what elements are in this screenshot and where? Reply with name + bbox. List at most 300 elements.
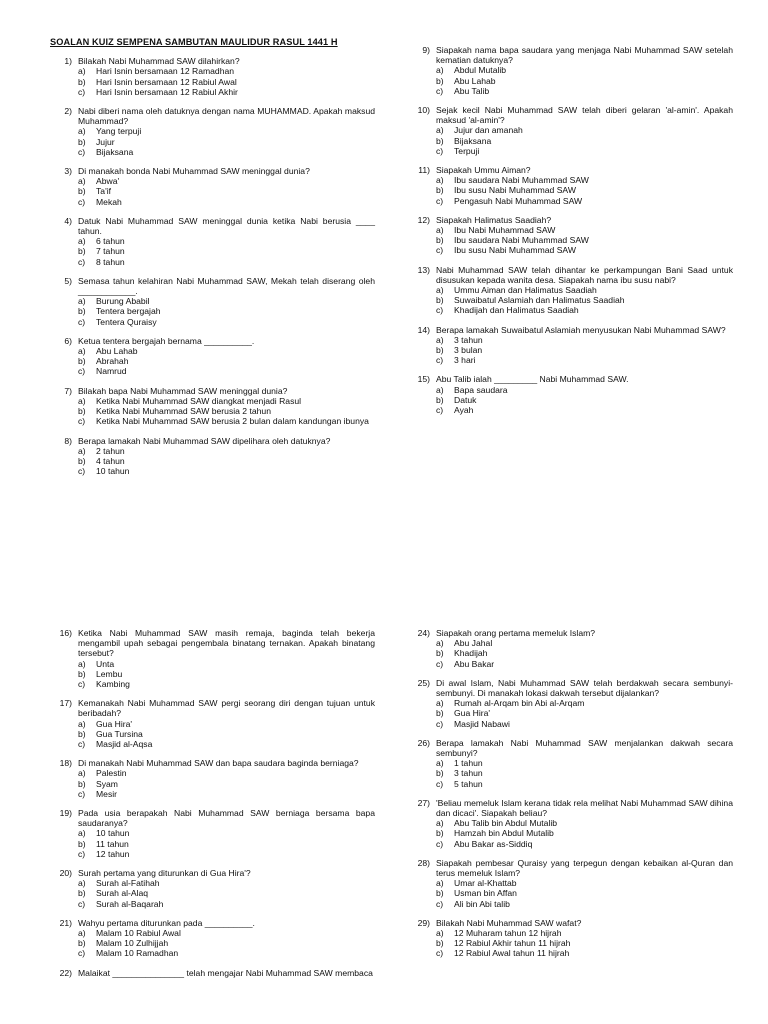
answer-options (408, 285, 733, 316)
question-text: Kemanakah Nabi Muhammad SAW pergi seorang diri dengan tujuan untuk beribadah? (78, 698, 375, 719)
column-right-bottom (408, 628, 733, 968)
question-row (50, 276, 375, 296)
option-key: b) (78, 668, 86, 679)
option-key: a) (78, 928, 86, 939)
question-text: Siapakah orang pertama memeluk Islam? (436, 628, 596, 638)
answer-options (50, 176, 375, 207)
answer-option (78, 789, 375, 799)
question-item (50, 808, 375, 859)
option-text: Abrahah (96, 356, 129, 367)
answer-option (78, 77, 375, 87)
answer-option (78, 396, 375, 406)
question-row (50, 216, 375, 236)
answer-option (78, 137, 375, 147)
option-text: Ketika Nabi Muhammad SAW diangkat menjadi Rasul (96, 395, 302, 406)
answer-option (436, 86, 733, 96)
answer-option (436, 395, 733, 405)
question-number: 13) (417, 264, 430, 275)
option-text: 12 Muharam tahun 12 hijrah (454, 928, 562, 939)
option-text: Ali bin Abi talib (454, 898, 510, 909)
option-key: a) (436, 878, 444, 889)
option-text: 7 tahun (96, 246, 125, 257)
question-text: Ketika Nabi Muhammad SAW masih remaja, baginda telah bekerja mengambil upah sebagai pengembala binatang ternakan. Apakah binatang tersebut? (78, 628, 375, 659)
answer-options (50, 446, 375, 477)
option-key: c) (78, 466, 86, 477)
answer-option (436, 708, 733, 718)
answer-option (436, 305, 733, 315)
question-number: 2) (64, 106, 72, 117)
answer-options (50, 236, 375, 267)
question-item (50, 276, 375, 327)
option-text: 6 tahun (96, 236, 125, 247)
option-text: 1 tahun (454, 758, 483, 769)
option-text: 12 Rabiul Akhir tahun 11 hijrah (454, 938, 571, 949)
option-text: Syam (96, 778, 118, 789)
answer-options (408, 638, 733, 669)
option-key: a) (436, 125, 444, 136)
question-item (50, 628, 375, 689)
question-item (50, 386, 375, 427)
option-key: b) (78, 728, 86, 739)
option-text: 3 bulan (454, 345, 483, 356)
option-text: Gua Hira' (454, 708, 491, 719)
option-key: b) (78, 838, 86, 849)
answer-option (436, 185, 733, 195)
question-item (50, 698, 375, 749)
answer-option (436, 345, 733, 355)
option-key: a) (78, 878, 86, 889)
question-number: 6) (64, 335, 72, 346)
question-text: Malaikat _______________ telah mengajar Nabi Muhammad SAW membaca (78, 967, 373, 978)
option-key: b) (436, 345, 444, 356)
question-text: Datuk Nabi Muhammad SAW meninggal dunia ketika Nabi berusia ____ tahun. (78, 215, 375, 237)
option-text: Ayah (454, 405, 474, 416)
option-text: Abu Jahal (454, 638, 493, 649)
answer-options (408, 175, 733, 206)
option-key: a) (436, 384, 444, 395)
option-key: a) (78, 718, 86, 729)
option-key: a) (78, 445, 86, 456)
option-key: b) (436, 938, 444, 949)
answer-option (78, 878, 375, 888)
option-key: a) (436, 758, 444, 769)
question-row (408, 374, 733, 384)
question-item (408, 165, 733, 206)
answer-option (78, 296, 375, 306)
option-key: a) (78, 658, 86, 669)
option-key: c) (436, 778, 444, 789)
option-text: 10 tahun (96, 828, 130, 839)
answer-options (408, 928, 733, 959)
option-text: Khadijah (454, 648, 488, 659)
question-row (50, 808, 375, 828)
option-key: a) (78, 126, 86, 137)
question-row (50, 56, 375, 66)
option-key: c) (78, 898, 86, 909)
answer-option (436, 245, 733, 255)
option-key: c) (436, 305, 444, 316)
answer-option (78, 948, 375, 958)
question-number: 10) (417, 105, 430, 116)
question-item (50, 918, 375, 959)
answer-options (50, 828, 375, 859)
question-item (408, 628, 733, 669)
option-text: Pengasuh Nabi Muhammad SAW (454, 195, 583, 206)
question-number: 22) (59, 967, 72, 978)
question-text: Sejak kecil Nabi Muhammad SAW telah diberi gelaran 'al-amin'. Apakah maksud 'al-amin'? (436, 105, 733, 126)
option-text: Bijaksana (96, 146, 134, 157)
option-text: 11 tahun (96, 838, 129, 849)
question-text: 'Beliau memeluk Islam kerana tidak rela melihat Nabi Muhammad SAW dihina dan dicaci'. Siapakah beliau? (436, 797, 733, 819)
option-text: Ketika Nabi Muhammad SAW berusia 2 tahun (96, 406, 271, 417)
answer-option (436, 638, 733, 648)
answer-options (408, 818, 733, 849)
question-row (408, 738, 733, 758)
option-text: Suwaibatul Aslamiah dan Halimatus Saadiah (454, 295, 625, 306)
option-text: Jujur (96, 136, 115, 147)
option-text: Ibu susu Nabi Muhammad SAW (454, 245, 576, 256)
answer-option (78, 186, 375, 196)
option-text: Namrud (96, 366, 127, 377)
option-text: 8 tahun (96, 256, 125, 267)
question-item (50, 106, 375, 157)
answer-option (78, 456, 375, 466)
option-text: Ta'if (96, 186, 112, 197)
question-number: 19) (59, 808, 72, 819)
answer-options (50, 768, 375, 799)
question-text: Nabi Muhammad SAW telah dihantar ke perkampungan Bani Saad untuk disusukan kepada wanita desa. Siapakah nama ibu susu nabi? (436, 264, 733, 285)
option-text: Ummu Aiman dan Halimatus Saadiah (454, 285, 597, 296)
option-key: c) (78, 679, 86, 690)
question-item (408, 858, 733, 909)
question-text: Di manakah Nabi Muhammad SAW dan bapa saudara baginda berniaga? (78, 758, 359, 769)
answer-option (78, 888, 375, 898)
option-key: b) (78, 778, 86, 789)
answer-option (436, 768, 733, 778)
option-key: a) (436, 928, 444, 939)
answer-option (78, 356, 375, 366)
question-list (408, 628, 733, 959)
option-text: Ibu Nabi Muhammad SAW (454, 225, 556, 236)
option-key: b) (436, 768, 444, 779)
answer-option (436, 175, 733, 185)
option-key: c) (78, 788, 86, 799)
option-key: a) (78, 828, 86, 839)
option-text: 3 hari (454, 355, 476, 366)
option-key: c) (78, 948, 86, 959)
column-left-bottom (50, 628, 375, 987)
question-list (408, 45, 733, 415)
question-number: 7) (64, 385, 72, 396)
option-key: b) (436, 235, 444, 246)
question-number: 20) (59, 868, 72, 879)
question-number: 8) (64, 435, 72, 446)
option-key: b) (78, 186, 86, 197)
question-number: 11) (418, 165, 430, 176)
option-text: Usman bin Affan (454, 888, 517, 899)
option-text: Masjid al-Aqsa (96, 739, 153, 750)
option-key: a) (436, 225, 444, 236)
option-text: Surah al-Alaq (96, 888, 149, 899)
option-key: c) (436, 838, 444, 849)
option-text: Terpuji (454, 145, 480, 156)
answer-options (408, 698, 733, 729)
option-key: c) (78, 848, 86, 859)
question-row (50, 868, 375, 878)
answer-option (78, 659, 375, 669)
question-row (50, 758, 375, 768)
option-key: a) (78, 395, 86, 406)
option-key: a) (78, 176, 86, 187)
question-list (50, 56, 375, 476)
question-row (50, 336, 375, 346)
answer-option (78, 739, 375, 749)
answer-options (50, 346, 375, 377)
question-number: 17) (59, 698, 72, 709)
option-text: Khadijah dan Halimatus Saadiah (454, 305, 579, 316)
option-text: Abu Bakar (454, 658, 495, 669)
option-key: c) (78, 739, 86, 750)
option-text: Yang terpuji (96, 126, 142, 137)
option-key: b) (436, 295, 444, 306)
option-text: Abu Lahab (454, 75, 496, 86)
question-item (50, 436, 375, 477)
option-text: Surah al-Baqarah (96, 898, 164, 909)
answer-option (78, 197, 375, 207)
option-text: Abu Bakar as-Siddiq (454, 838, 533, 849)
option-key: b) (78, 938, 86, 949)
question-number: 26) (417, 737, 430, 748)
answer-option (436, 285, 733, 295)
question-text: Bilakah bapa Nabi Muhammad SAW meninggal dunia? (78, 385, 288, 396)
option-key: b) (436, 135, 444, 146)
option-key: c) (78, 256, 86, 267)
answer-option (78, 779, 375, 789)
option-text: Abu Lahab (96, 346, 138, 357)
question-item (408, 265, 733, 316)
option-text: Abu Talib bin Abdul Mutalib (454, 818, 558, 829)
question-row (408, 798, 733, 818)
question-text: Di awal Islam, Nabi Muhammad SAW telah berdakwah secara sembunyi-sembunyi. Di manakah lokasi dakwah tersebut dijalankan? (436, 677, 733, 699)
answer-option (78, 679, 375, 689)
question-item (50, 56, 375, 97)
answer-options (50, 719, 375, 750)
question-row (50, 166, 375, 176)
answer-option (436, 146, 733, 156)
option-key: b) (78, 136, 86, 147)
answer-option (436, 948, 733, 958)
question-number: 18) (59, 758, 72, 769)
answer-option (78, 938, 375, 948)
question-item (408, 678, 733, 729)
answer-option (436, 295, 733, 305)
answer-option (78, 839, 375, 849)
option-text: Hamzah bin Abdul Mutalib (454, 828, 554, 839)
answer-options (50, 928, 375, 959)
question-text: Bilakah Nabi Muhammad SAW wafat? (436, 917, 582, 928)
answer-options (50, 66, 375, 97)
option-text: 5 tahun (454, 778, 483, 789)
question-text: Siapakah pembesar Quraisy yang terpegun dengan kebaikan al-Quran dan terus memeluk Islam? (436, 857, 733, 879)
question-row (408, 858, 733, 878)
question-row (50, 386, 375, 396)
question-row (408, 215, 733, 225)
question-item (50, 968, 375, 978)
question-text: Nabi diberi nama oleh datuknya dengan nama MUHAMMAD. Apakah maksud Muhammad? (78, 106, 375, 127)
option-text: Mekah (96, 196, 122, 207)
question-item (408, 325, 733, 366)
option-key: a) (436, 65, 444, 76)
answer-option (436, 125, 733, 135)
answer-options (50, 659, 375, 690)
question-row (50, 436, 375, 446)
question-text: Ketua tentera bergajah bernama __________. (78, 335, 255, 346)
answer-option (436, 648, 733, 658)
option-key: b) (78, 455, 86, 466)
answer-options (50, 296, 375, 327)
option-text: 10 tahun (96, 466, 130, 477)
option-text: Lembu (96, 668, 123, 679)
option-text: Gua Hira' (96, 718, 133, 729)
question-number: 12) (417, 214, 430, 225)
question-item (408, 918, 733, 959)
answer-options (408, 758, 733, 789)
question-item (408, 45, 733, 96)
question-row (50, 968, 375, 978)
option-text: Tentera bergajah (96, 306, 161, 317)
answer-options (50, 878, 375, 909)
option-key: c) (78, 146, 86, 157)
answer-option (436, 878, 733, 888)
option-key: b) (436, 394, 444, 405)
answer-option (436, 938, 733, 948)
option-text: Ibu saudara Nabi Muhammad SAW (454, 235, 589, 246)
option-key: b) (78, 356, 86, 367)
option-text: Rumah al-Arqam bin Abi al-Arqam (454, 698, 585, 709)
question-number: 5) (64, 275, 72, 286)
answer-option (78, 849, 375, 859)
answer-options (408, 878, 733, 909)
question-row (408, 678, 733, 698)
answer-option (78, 406, 375, 416)
question-item (50, 868, 375, 909)
answer-options (50, 396, 375, 427)
question-row (50, 698, 375, 718)
option-key: c) (436, 355, 444, 366)
option-key: c) (436, 948, 444, 959)
option-key: c) (436, 405, 444, 416)
option-text: Umar al-Khattab (454, 878, 517, 889)
option-key: a) (436, 818, 444, 829)
question-number: 1) (64, 56, 72, 67)
answer-option (78, 306, 375, 316)
question-number: 25) (417, 677, 430, 688)
answer-option (436, 899, 733, 909)
option-key: b) (436, 185, 444, 196)
answer-options (408, 335, 733, 366)
option-text: Burung Ababil (96, 296, 150, 307)
question-item (408, 798, 733, 849)
answer-option (78, 446, 375, 456)
question-text: Bilakah Nabi Muhammad SAW dilahirkan? (78, 56, 240, 67)
question-item (50, 336, 375, 377)
answer-option (78, 257, 375, 267)
answer-option (436, 235, 733, 245)
option-text: Jujur dan amanah (454, 125, 523, 136)
answer-option (78, 317, 375, 327)
question-number: 27) (417, 797, 430, 808)
option-key: c) (436, 195, 444, 206)
option-key: a) (436, 175, 444, 186)
option-key: a) (78, 346, 86, 357)
question-row (408, 265, 733, 285)
answer-option (78, 729, 375, 739)
answer-option (78, 466, 375, 476)
option-key: c) (436, 898, 444, 909)
option-text: Ibu susu Nabi Muhammad SAW (454, 185, 576, 196)
question-text: Berapa lamakah Suwaibatul Aslamiah menyusukan Nabi Muhammad SAW? (436, 324, 726, 335)
question-item (50, 166, 375, 207)
answer-option (78, 899, 375, 909)
question-list (50, 628, 375, 978)
answer-option (436, 928, 733, 938)
question-text: Berapa lamakah Nabi Muhammad SAW menjalankan dakwah secara sembunyi? (436, 737, 733, 759)
answer-option (78, 87, 375, 97)
option-key: b) (436, 648, 444, 659)
option-text: Malam 10 Ramadhan (96, 948, 179, 959)
answer-option (78, 828, 375, 838)
option-key: b) (78, 306, 86, 317)
answer-option (436, 225, 733, 235)
question-item (408, 738, 733, 789)
question-item (408, 215, 733, 256)
answer-option (78, 346, 375, 356)
question-text: Abu Talib ialah _________ Nabi Muhammad SAW. (436, 374, 629, 385)
question-number: 3) (64, 166, 72, 177)
answer-option (78, 928, 375, 938)
option-key: b) (436, 75, 444, 86)
answer-option (78, 147, 375, 157)
answer-option (436, 888, 733, 898)
option-text: Hari Isnin bersamaan 12 Ramadhan (96, 66, 235, 77)
answer-option (78, 669, 375, 679)
quiz-page-bottom (0, 620, 768, 1024)
option-text: Hari Isnin bersamaan 12 Rabiul Akhir (96, 86, 238, 97)
option-text: 3 tahun (454, 768, 483, 779)
answer-option (436, 719, 733, 729)
question-text: Semasa tahun kelahiran Nabi Muhammad SAW, Mekah telah diserang oleh ____________. (78, 275, 375, 297)
question-number: 4) (64, 215, 72, 226)
question-text: Pada usia berapakah Nabi Muhammad SAW berniaga bersama bapa saudaranya? (78, 808, 375, 829)
option-text: 2 tahun (96, 445, 125, 456)
answer-option (78, 246, 375, 256)
option-text: Kambing (96, 679, 130, 690)
answer-option (436, 136, 733, 146)
quiz-title: SOALAN KUIZ SEMPENA SAMBUTAN MAULIDUR RASUL 1441 H (50, 37, 338, 47)
option-key: a) (436, 334, 444, 345)
option-key: c) (78, 86, 86, 97)
option-key: a) (436, 638, 444, 649)
question-row (408, 628, 733, 638)
option-text: Abwa' (96, 176, 120, 187)
question-number: 24) (417, 628, 430, 638)
question-number: 28) (417, 857, 430, 868)
answer-options (408, 65, 733, 96)
question-row (408, 165, 733, 175)
answer-option (78, 416, 375, 426)
option-key: c) (436, 245, 444, 256)
option-key: c) (78, 316, 86, 327)
